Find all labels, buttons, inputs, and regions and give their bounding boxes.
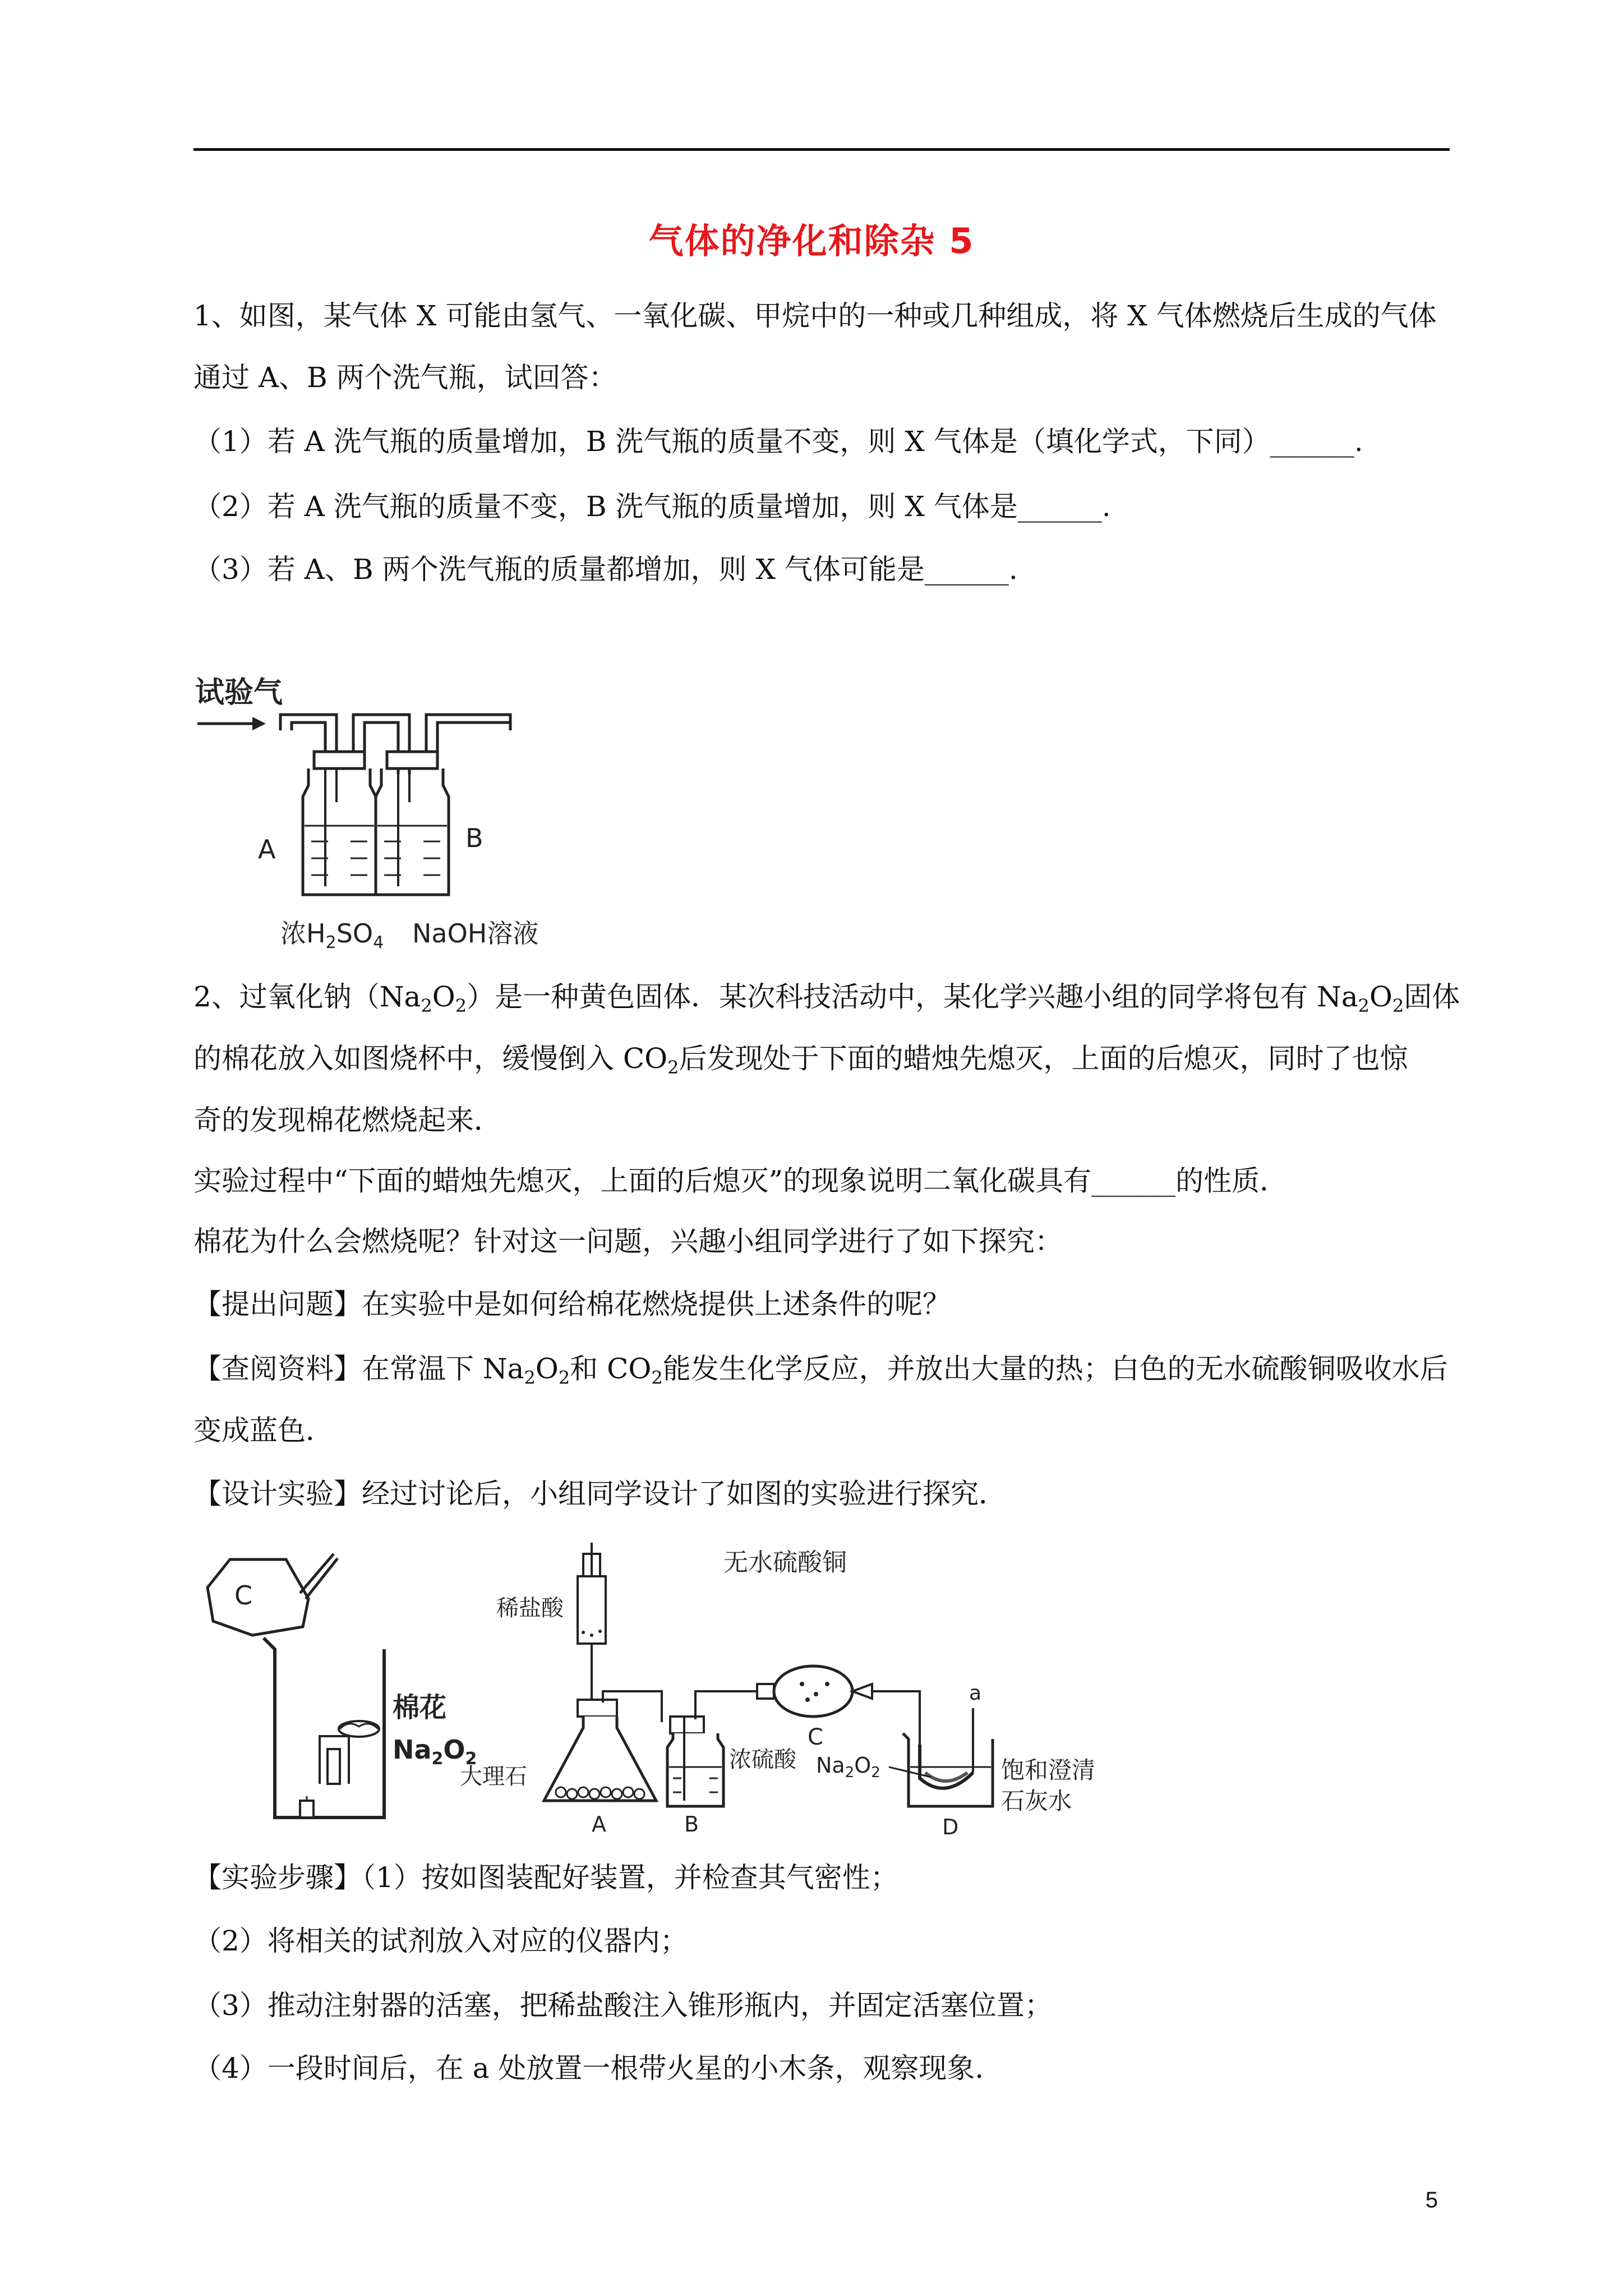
label-d: D [942,1815,959,1839]
q1-sub2: （2）若 A 洗气瓶的质量不变，B 洗气瓶的质量增加，则 X 气体是______. [193,490,1111,523]
beaker-na2o2-label: $Na_2O_2$ [393,1734,477,1769]
page-title: 气体的净化和除杂 5 [648,220,975,261]
q2-line9: 【设计实验】经过讨论后，小组同学设计了如图的实验进行探究． [193,1478,1007,1510]
beaker-d [816,1682,1095,1839]
q2-line1: 2、过氧化钠$(Na_2O_2)$是一种黄色固体．某次科技活动中，某化学兴趣小组的同学将包有 $Na_2O_2$固体 [193,981,1460,1016]
marble-label: 大理石 [460,1764,527,1789]
bottle-b [667,1691,797,1837]
bottle-b-label: B [465,823,483,853]
q2-line2: 的棉花放入如图烧杯中，缓慢倒入 $CO_2$后发现处于下面的蜡烛先熄灭，上面的后熄灭，同时了也惊 [193,1042,1408,1078]
label-a-small: a [969,1682,982,1705]
wash-bottles-figure [191,668,583,959]
page-number: 5 [1425,2188,1438,2212]
step-2: （2）将相关的试剂放入对应的仪器内； [193,1925,688,1957]
label-b: B [684,1812,699,1837]
dilute-hcl-label: 稀盐酸 [496,1595,564,1621]
q2-line8: 变成蓝色． [193,1414,334,1447]
q1-line2: 通过 A、B 两个洗气瓶，试回答： [193,361,617,394]
drying-tube-c [723,1548,920,1750]
bottle-c-label: C [234,1580,253,1611]
q2-line6: 【提出问题】在实验中是如何给棉花燃烧提供上述条件的呢？ [193,1288,951,1320]
q1-sub1: （1）若 A 洗气瓶的质量增加，B 洗气瓶的质量不变，则 X 气体是（填化学式，下同）______. [193,425,1363,458]
header-rule [193,148,1450,151]
q2-line3: 奇的发现棉花燃烧起来． [193,1104,502,1137]
bottle-a-label: A [258,834,276,864]
limewater-label-1: 饱和澄清 [1001,1756,1096,1784]
gas-label: 试验气 [195,676,283,710]
flask-a [460,1543,662,1837]
conc-h2so4-label: 浓硫酸 [729,1747,796,1773]
step-4: （4）一段时间后，在 a 处放置一根带火星的小木条，观察现象． [193,2052,1003,2085]
q1-line1: 1、如图，某气体 X 可能由氢气、一氧化碳、甲烷中的一种或几种组成，将 X 气体燃烧后生成的气体 [193,300,1437,332]
apparatus-figure [191,1537,1144,1840]
label-a: A [592,1812,606,1837]
step-3: （3）推动注射器的活塞，把稀盐酸注入锥形瓶内，并固定活塞位置； [193,1989,1053,2022]
d-na2o2-label: $Na_2O_2$ [816,1753,880,1781]
step-1: 【实验步骤】（1）按如图装配好装置，并检查其气密性； [193,1861,898,1894]
beaker-setup [208,1554,477,1818]
q1-sub3: （3）若 A、B 两个洗气瓶的质量都增加，则 X 气体可能是______. [193,553,1018,586]
cotton-label: 棉花 [393,1692,447,1723]
q2-line4: 实验过程中“下面的蜡烛先熄灭，上面的后熄灭”的现象说明二氧化碳具有______的性质． [193,1165,1288,1197]
q2-line5: 棉花为什么会燃烧呢？针对这一问题，兴趣小组同学进行了如下探究： [193,1225,1063,1258]
q2-line7: 【查阅资料】在常温下 $Na_2O_2$和 $CO_2$能发生化学反应，并放出大量的热；白色的无水硫酸铜吸收水后 [193,1352,1448,1388]
limewater-label-2: 石灰水 [1001,1787,1072,1815]
label-c: C [808,1724,823,1750]
anhydrous-cuso4-label: 无水硫酸铜 [723,1548,847,1577]
reagent-b-label: NaOH溶液 [412,918,539,949]
reagent-a-label: 浓$H_2SO_4$ [280,918,384,953]
